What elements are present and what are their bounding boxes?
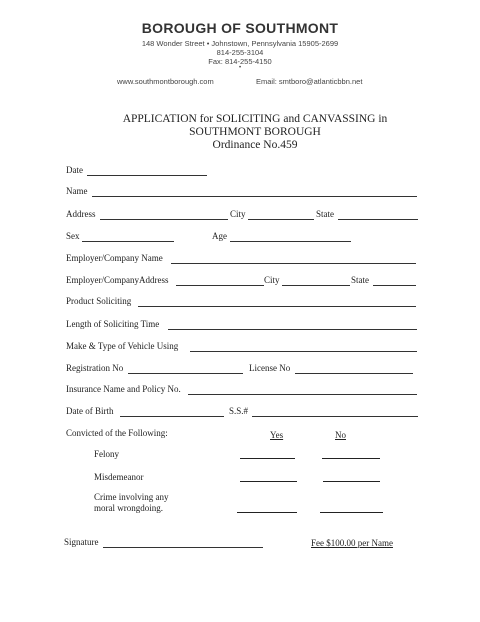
website-link[interactable]: www.southmontborough.com xyxy=(117,77,214,86)
length-of-time-label: Length of Soliciting Time xyxy=(66,319,160,329)
yes-column-header: Yes xyxy=(270,430,284,440)
street-address: 148 Wonder Street • Johnstown, Pennsylvania 15905-2699 xyxy=(141,39,339,48)
convictions-heading: Convicted of the Following: xyxy=(66,428,168,438)
city-label: City xyxy=(230,209,246,219)
application-title-line2: SOUTHMONT BOROUGH xyxy=(189,126,321,138)
address-label: Address xyxy=(66,209,96,219)
sex-label: Sex xyxy=(66,231,80,241)
signature-field[interactable] xyxy=(103,547,263,548)
email-address: Email: smtboro@atlanticbbn.net xyxy=(256,77,363,86)
city-field[interactable] xyxy=(248,219,314,220)
misdemeanor-label: Misdemeanor xyxy=(94,472,144,482)
employer-state-label: State xyxy=(351,275,369,285)
registration-label: Registration No xyxy=(66,363,124,373)
ordinance-number: Ordinance No.459 xyxy=(212,139,298,151)
date-of-birth-label: Date of Birth xyxy=(66,406,114,416)
registration-field[interactable] xyxy=(128,373,243,374)
employer-city-field[interactable] xyxy=(282,285,350,286)
product-soliciting-label: Product Soliciting xyxy=(66,296,132,306)
felony-yes-field[interactable] xyxy=(240,458,295,459)
ssn-label: S.S.# xyxy=(229,406,249,416)
signature-label: Signature xyxy=(64,537,99,547)
felony-label: Felony xyxy=(94,449,120,459)
state-label: State xyxy=(316,209,334,219)
date-of-birth-field[interactable] xyxy=(120,416,224,417)
crime-label-line2: moral wrongdoing. xyxy=(94,503,163,513)
date-field[interactable] xyxy=(87,175,207,176)
fee-notice: Fee $100.00 per Name xyxy=(311,538,393,548)
phone-number: 814-255-3104 xyxy=(216,48,264,57)
employer-name-field[interactable] xyxy=(171,263,416,264)
misdemeanor-yes-field[interactable] xyxy=(240,481,297,482)
sex-field[interactable] xyxy=(82,241,174,242)
vehicle-label: Make & Type of Vehicle Using xyxy=(66,341,179,351)
name-label: Name xyxy=(66,186,88,196)
no-column-header: No xyxy=(335,430,346,440)
address-field[interactable] xyxy=(100,219,228,220)
employer-address-field[interactable] xyxy=(176,285,264,286)
employer-name-label: Employer/Company Name xyxy=(66,253,163,263)
fax-number: Fax: 814-255-4150 xyxy=(208,57,272,66)
insurance-field[interactable] xyxy=(188,394,417,395)
crime-label-line1: Crime involving any xyxy=(94,492,169,502)
felony-no-field[interactable] xyxy=(322,458,380,459)
misdemeanor-no-field[interactable] xyxy=(323,481,380,482)
employer-state-field[interactable] xyxy=(373,285,416,286)
age-field[interactable] xyxy=(230,241,351,242)
application-title-line1: APPLICATION for SOLICITING and CANVASSING in xyxy=(122,113,388,125)
crime-no-field[interactable] xyxy=(320,512,383,513)
bullet-separator: • xyxy=(238,65,242,71)
ssn-field[interactable] xyxy=(252,416,418,417)
borough-name: BOROUGH OF SOUTHMONT xyxy=(141,20,339,36)
state-field[interactable] xyxy=(338,219,418,220)
name-field[interactable] xyxy=(92,196,417,197)
age-label: Age xyxy=(212,231,227,241)
employer-address-label: Employer/CompanyAddress xyxy=(66,275,169,285)
date-label: Date xyxy=(66,165,83,175)
length-of-time-field[interactable] xyxy=(168,329,417,330)
insurance-label: Insurance Name and Policy No. xyxy=(66,384,181,394)
crime-yes-field[interactable] xyxy=(237,512,297,513)
employer-city-label: City xyxy=(264,275,280,285)
vehicle-field[interactable] xyxy=(190,351,417,352)
license-label: License No xyxy=(249,363,291,373)
license-field[interactable] xyxy=(295,373,413,374)
product-soliciting-field[interactable] xyxy=(138,306,416,307)
